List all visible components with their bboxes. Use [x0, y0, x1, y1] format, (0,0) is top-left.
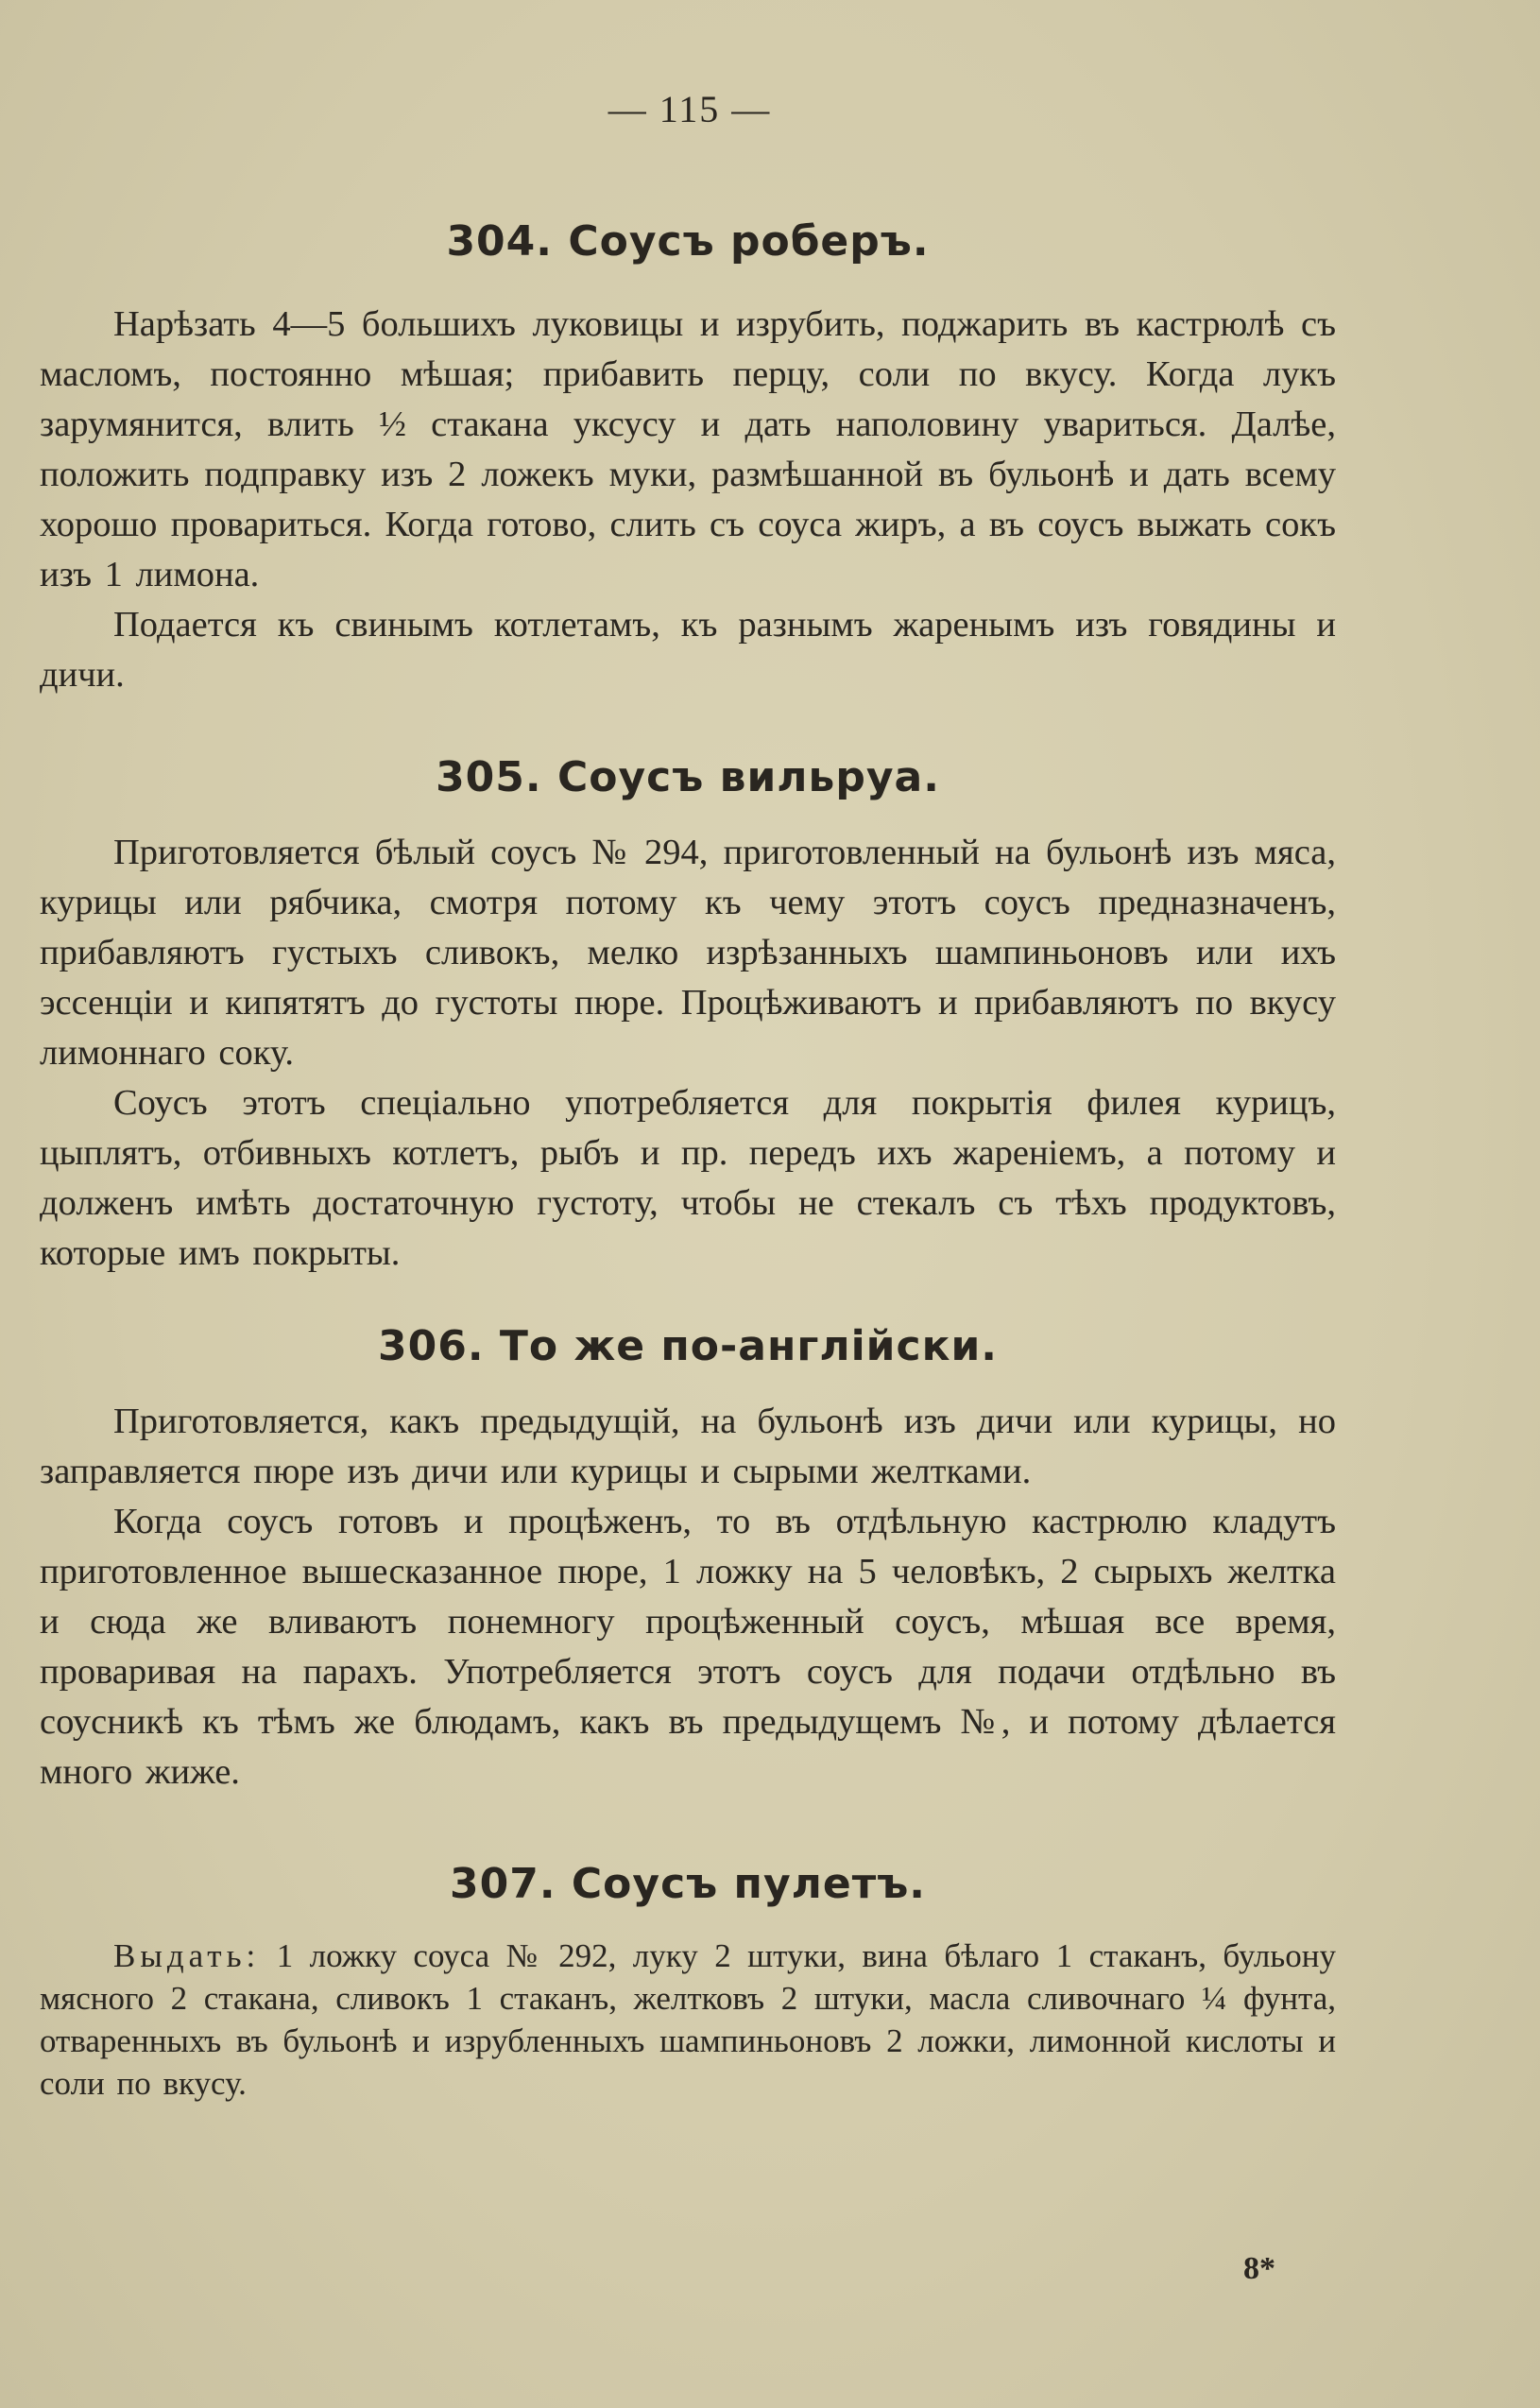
signature-mark: 8* [1243, 2251, 1275, 2286]
recipe-title: 305. Соусъ вильруа. [436, 753, 940, 801]
text-column [40, 217, 1336, 2105]
recipe-paragraph: Подается къ свинымъ котлетамъ, къ разнымъ жаренымъ изъ говядины и дичи. [40, 605, 1336, 695]
recipe-paragraph: Приготовляется бѣлый соусъ № 294, приготовленный на бульонѣ изъ мяса, курицы или рябчика, смотря потому къ чему этотъ соусъ предназначенъ, прибавляютъ густыхъ сливокъ, мелко изрѣзанныхъ шампиньоновъ или ихъ эссенціи и кипятятъ до густоты пюре. Процѣживаютъ и прибавляютъ по вкусу лимоннаго соку. [40, 833, 1336, 1073]
recipe-title: 306. То же по-англійски. [378, 1322, 998, 1370]
ingredient-list: 1 ложку соуса № 292, луку 2 штуки, вина бѣлаго 1 стаканъ, бульону мясного 2 стакана, сливокъ 1 стаканъ, желтковъ 2 штуки, масла сливочнаго ¼ фунта, отваренныхъ въ бульонѣ и изрубленныхъ шампиньоновъ 2 ложки, лимонной кислоты и соли по вкусу. [40, 1937, 1336, 2102]
recipe-paragraph: Когда соусъ готовъ и процѣженъ, то въ отдѣльную кастрюлю кладутъ приготовленное вышесказанное пюре, 1 ложку на 5 человѣкъ, 2 сырыхъ желтка и сюда же вливаютъ понемногу процѣженный соусъ, мѣшая все время, проваривая на парахъ. Употребляется этотъ соусъ для подачи отдѣльно въ соусникѣ къ тѣмъ же блюдамъ, какъ въ предыдущемъ №, и потому дѣлается много жиже. [40, 1502, 1336, 1792]
recipe-title: 307. Соусъ пулетъ. [450, 1860, 926, 1908]
recipe-paragraph [40, 1935, 1336, 2105]
recipe-title: 304. Соусъ роберъ. [446, 217, 930, 266]
recipe-paragraph: Соусъ этотъ спеціально употребляется для покрытія филея курицъ, цыплятъ, отбивныхъ котлетъ, рыбъ и пр. передъ ихъ жареніемъ, а потому и долженъ имѣть достаточную густоту, чтобы не стекалъ съ тѣхъ продуктовъ, которые имъ покрыты. [40, 1083, 1336, 1273]
lead-word: Выдать: [113, 1937, 261, 1974]
recipe-paragraph: Нарѣзать 4—5 большихъ луковицы и изрубить, поджарить въ кастрюлѣ съ масломъ, постоянно мѣшая; прибавить перцу, соли по вкусу. Когда лукъ зарумянится, влить ½ стакана уксусу и дать наполовину увариться. Далѣе, положить подправку изъ 2 ложекъ муки, размѣшанной въ бульонѣ и дать всему хорошо провариться. Когда готово, слить съ соуса жиръ, а въ соусъ выжать сокъ изъ 1 лимона. [40, 304, 1336, 594]
recipe-paragraph: Приготовляется, какъ предыдущій, на бульонѣ изъ дичи или курицы, но заправляется пюре изъ дичи или курицы и сырыми желтками. [40, 1402, 1336, 1491]
page-number: — 115 — [607, 88, 772, 130]
